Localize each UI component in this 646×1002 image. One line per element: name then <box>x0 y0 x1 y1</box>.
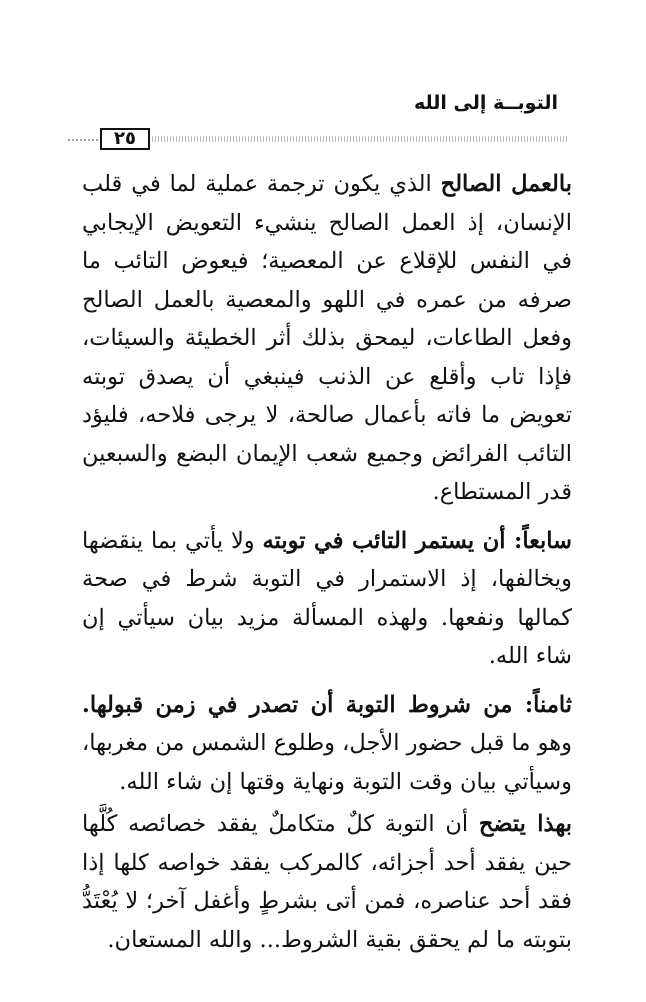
paragraph-2-lead: سابعاً: أن يستمر التائب في توبته <box>262 527 572 554</box>
header-dots <box>68 139 98 142</box>
paragraph-1 <box>82 165 572 512</box>
paragraph-3 <box>82 686 572 802</box>
page-number: ٢٥ <box>100 128 150 150</box>
running-title: التوبــة إلى الله <box>414 92 558 114</box>
paragraph-2-text: ولا يأتي بما ينقضها ويخالفها، إذ الاستمرار في التوبة شرط في صحة كمالها ونفعها. ولهذه المسألة مزيد بيان سيأتي إن شاء الله. <box>82 527 572 669</box>
paragraph-4-text: أن التوبة كلٌ متكاملٌ يفقد خصائصه كُلَّها حين يفقد أحد أجزائه، كالمركب يفقد خواصه كلها إذا فقد أحد عناصره، فمن أتى بشرطٍ وأغفل آخر؛ لا يُعْتَدُّ بتوبته ما لم يحقق بقية الشروط... والله المستعان. <box>82 811 572 953</box>
body-text <box>82 165 572 959</box>
paragraph-4-lead: بهذا يتضح <box>478 811 572 837</box>
paragraph-3-text: وهو ما قبل حضور الأجل، وطلوع الشمس من مغربها، وسيأتي بيان وقت التوبة ونهاية وقتها إن شاء الله. <box>82 730 572 795</box>
paragraph-3-lead: ثامناً: من شروط التوبة أن تصدر في زمن قبولها. <box>82 691 572 718</box>
page-header <box>68 126 568 154</box>
paragraph-2 <box>82 522 572 676</box>
paragraph-1-lead: بالعمل الصالح <box>440 171 572 197</box>
paragraph-1-text: الذي يكون ترجمة عملية لما في قلب الإنسان، إذ العمل الصالح ينشيء التعويض الإيجابي في النفس للإقلاع عن المعصية؛ فيعوض التائب ما صرفه من عمره في اللهو والمعصية بالعمل الصالح وفعل الطاعات، ليمحق بذلك أثر الخطيئة والسيئات، فإذا تاب وأقلع عن الذنب فينبغي أن يصدق توبته تعويض ما فاته بأعمال صالحة، لا يرجى فلاحه، فليؤد التائب الفرائض وجميع شعب الإيمان البضع والسبعين قدر المستطاع. <box>82 171 572 505</box>
header-rule <box>152 136 568 142</box>
paragraph-4 <box>82 805 572 959</box>
